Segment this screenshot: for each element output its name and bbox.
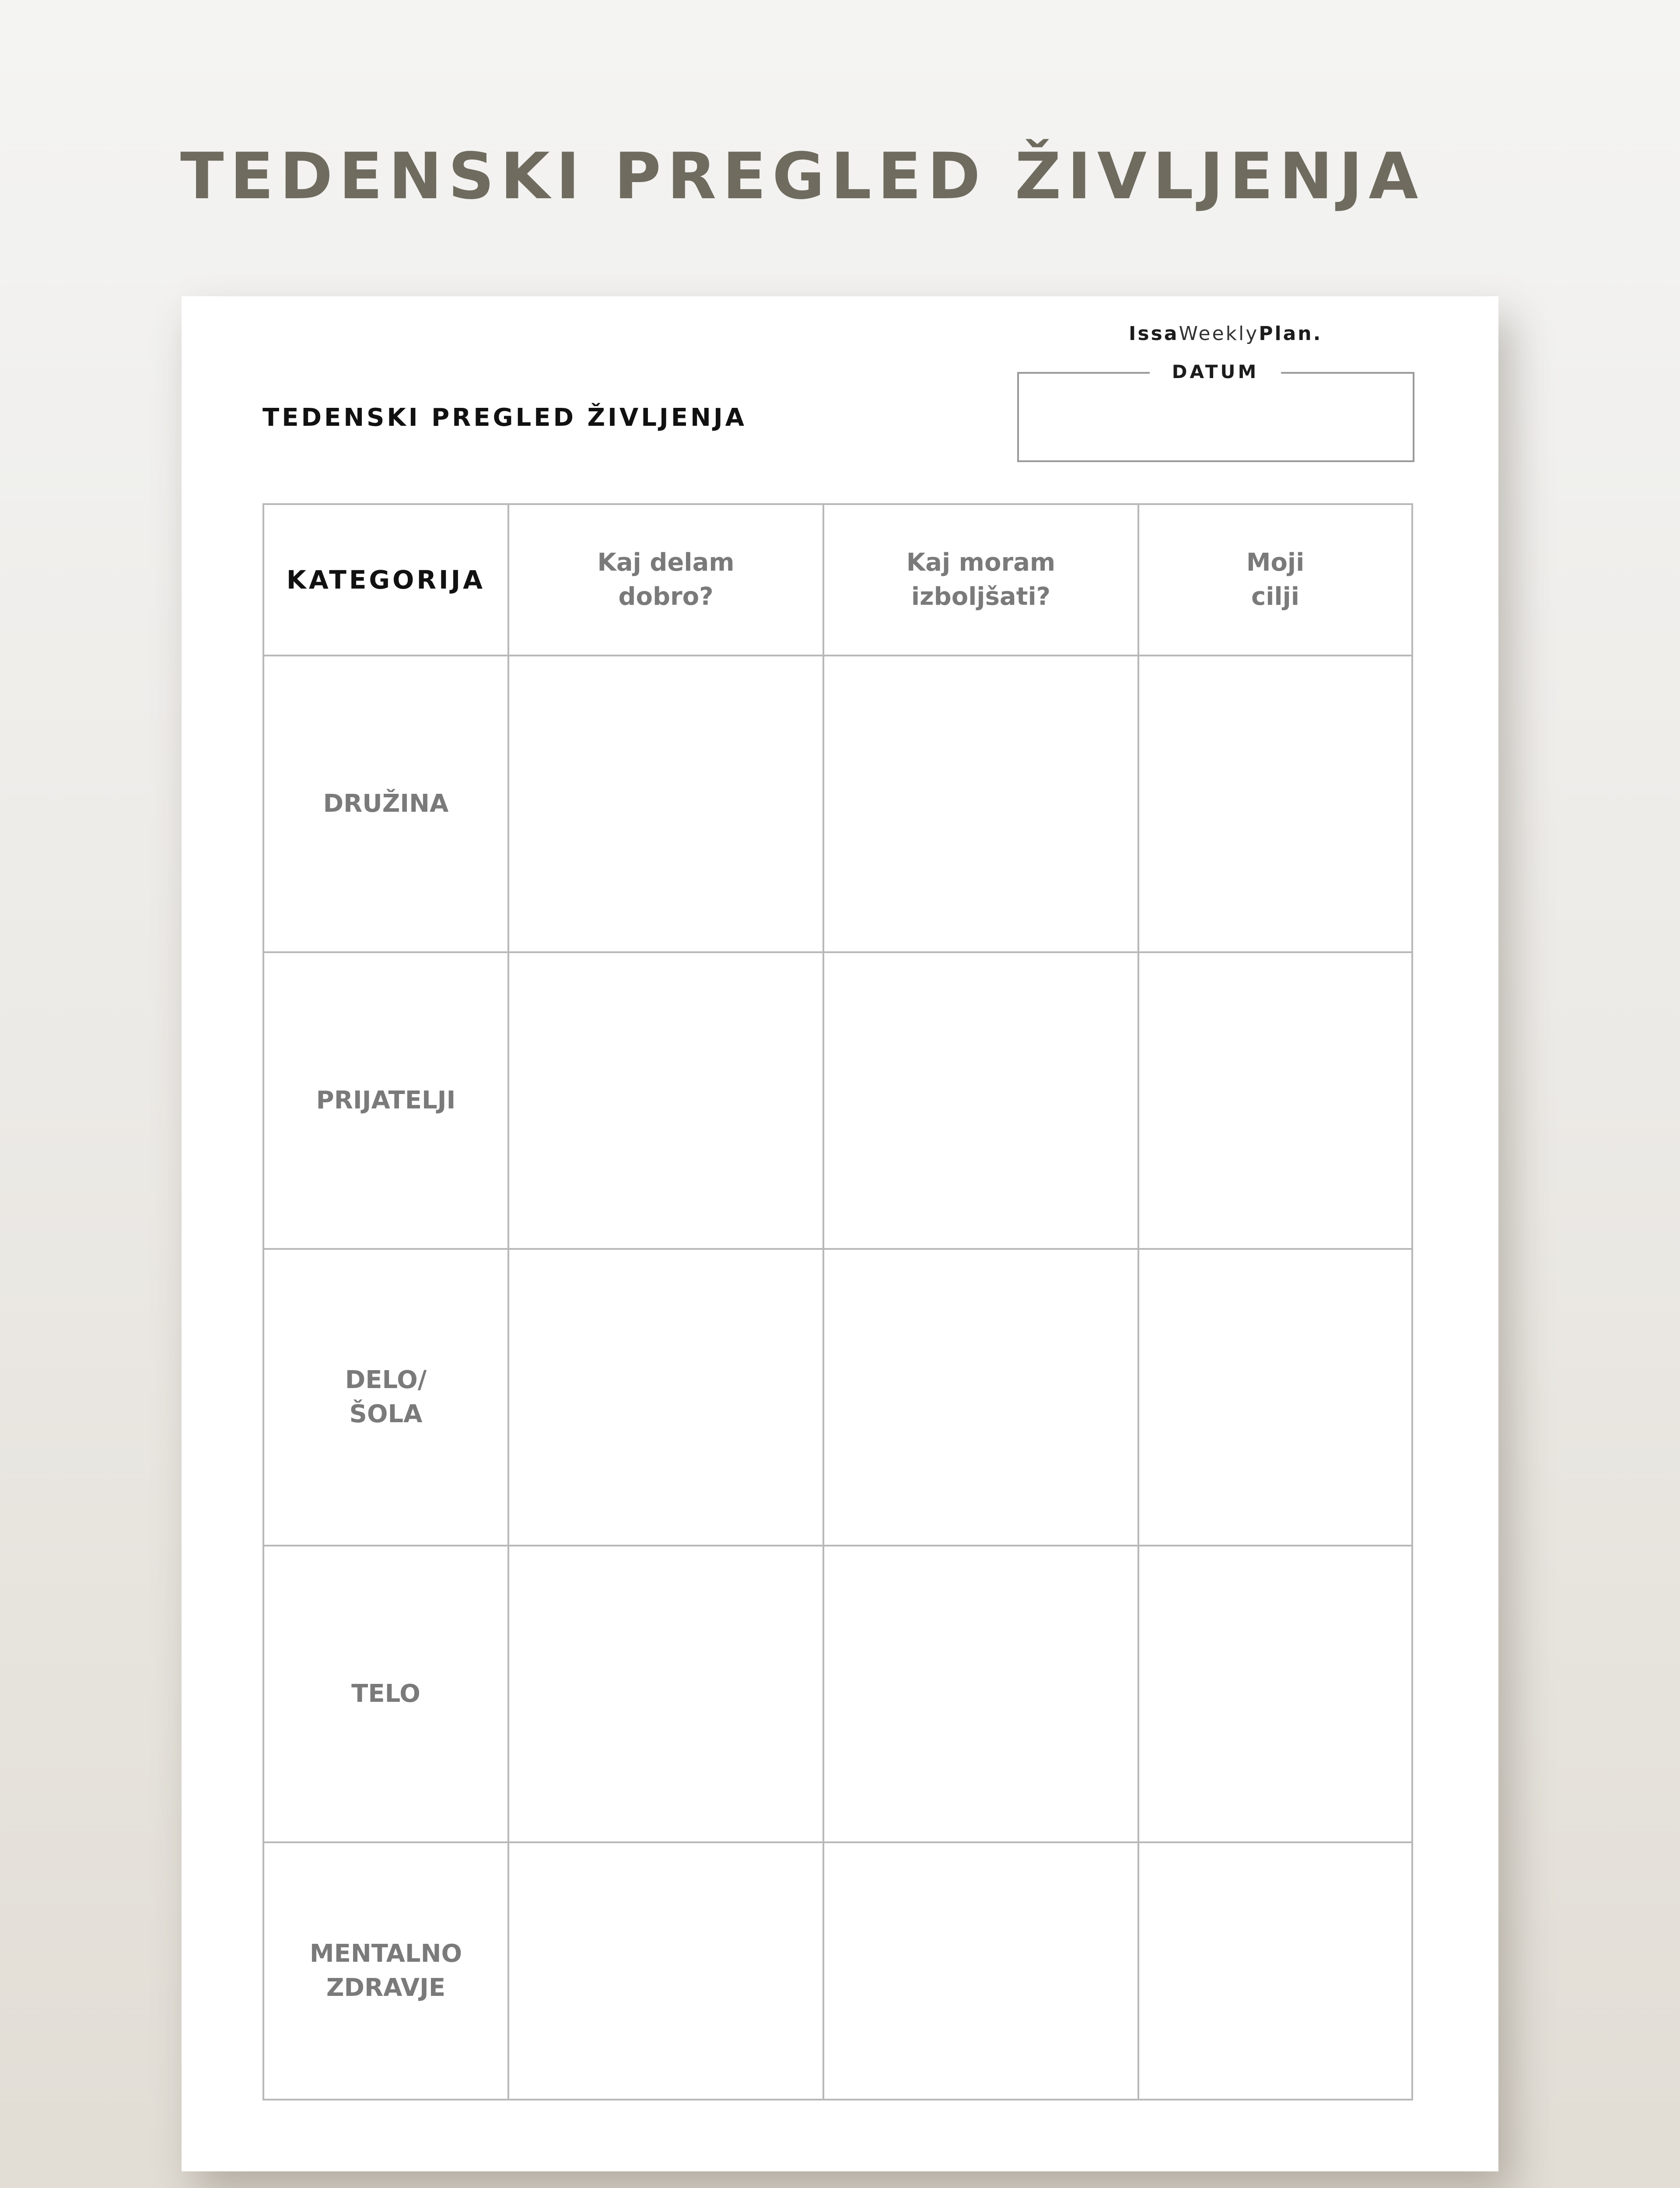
date-field[interactable]	[1017, 372, 1414, 462]
table-header-row	[263, 504, 1412, 656]
cell-family-improvements[interactable]	[823, 656, 1138, 952]
cell-friends-strengths[interactable]	[508, 952, 823, 1249]
column-header-strengths: Kaj delam dobro?	[508, 504, 823, 656]
planner-sheet	[182, 296, 1498, 2171]
row-label-work-school: DELO/ ŠOLA	[263, 1249, 508, 1546]
cell-family-goals[interactable]	[1138, 656, 1412, 952]
cell-work-improvements[interactable]	[823, 1249, 1138, 1546]
table-row	[263, 952, 1412, 1249]
row-label-body: TELO	[263, 1546, 508, 1842]
page-title: TEDENSKI PREGLED ŽIVLJENJA	[180, 139, 1424, 214]
brand-part-plan: Plan.	[1259, 323, 1323, 345]
column-header-improvements: Kaj moram izboljšati?	[823, 504, 1138, 656]
cell-mental-goals[interactable]	[1138, 1842, 1412, 2100]
brand-logo	[1129, 323, 1323, 345]
row-label-mental-health: MENTALNO ZDRAVJE	[263, 1842, 508, 2100]
cell-mental-improvements[interactable]	[823, 1842, 1138, 2100]
brand-part-issa: Issa	[1129, 323, 1179, 345]
cell-mental-strengths[interactable]	[508, 1842, 823, 2100]
cell-friends-improvements[interactable]	[823, 952, 1138, 1249]
cell-work-strengths[interactable]	[508, 1249, 823, 1546]
table-row	[263, 1546, 1412, 1842]
cell-family-strengths[interactable]	[508, 656, 823, 952]
review-table	[262, 503, 1413, 2100]
row-label-friends: PRIJATELJI	[263, 952, 508, 1249]
cell-body-strengths[interactable]	[508, 1546, 823, 1842]
column-header-goals: Moji cilji	[1138, 504, 1412, 656]
cell-friends-goals[interactable]	[1138, 952, 1412, 1249]
cell-body-improvements[interactable]	[823, 1546, 1138, 1842]
row-label-family: DRUŽINA	[263, 656, 508, 952]
date-label: DATUM	[1150, 361, 1281, 383]
table-row	[263, 656, 1412, 952]
column-header-category: KATEGORIJA	[263, 504, 508, 656]
cell-body-goals[interactable]	[1138, 1546, 1412, 1842]
brand-part-weekly: Weekly	[1179, 323, 1259, 345]
sheet-title: TEDENSKI PREGLED ŽIVLJENJA	[262, 403, 747, 432]
cell-work-goals[interactable]	[1138, 1249, 1412, 1546]
table-row	[263, 1249, 1412, 1546]
table-row	[263, 1842, 1412, 2100]
